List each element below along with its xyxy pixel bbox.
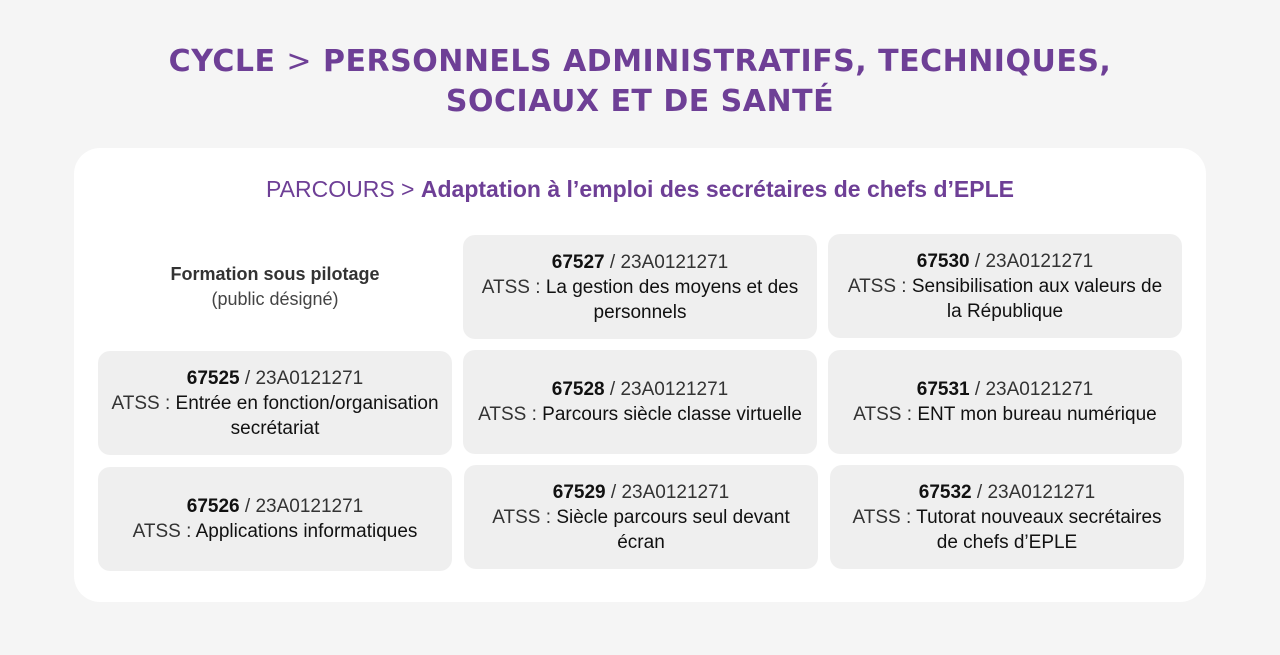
title-separator: > [286, 44, 313, 79]
card-prefix: ATSS : [492, 506, 557, 528]
module-card-67528[interactable] [463, 350, 817, 454]
card-description [133, 519, 418, 544]
card-label: Applications informatiques [195, 521, 418, 542]
card-description [838, 274, 1172, 324]
card-ref: / 23A0121271 [971, 481, 1096, 503]
card-header [187, 494, 363, 519]
parcours-heading [0, 174, 1280, 204]
card-code: 67531 [916, 379, 970, 400]
title-line-2: SOCIAUX ET DE SANTÉ [445, 84, 835, 119]
card-ref: / 23A0121271 [239, 496, 364, 517]
card-header [919, 480, 1095, 505]
card-code: 67527 [551, 251, 605, 273]
card-prefix: ATSS : [852, 506, 917, 528]
pilotage-public: (public désigné) [211, 289, 339, 309]
module-card-67527[interactable] [463, 235, 817, 339]
card-description [478, 402, 802, 427]
card-header [552, 250, 728, 275]
card-description [474, 505, 808, 555]
card-description [108, 391, 442, 441]
card-code: 67525 [186, 367, 240, 389]
title-line-1 [0, 42, 1280, 82]
card-code: 67526 [186, 496, 240, 517]
card-label: Entrée en fonction/organisation secrétariat [175, 392, 439, 439]
module-card-67530[interactable] [828, 234, 1182, 338]
card-header [187, 366, 363, 391]
card-ref: / 23A0121271 [604, 251, 729, 273]
card-description [473, 275, 807, 325]
module-card-67529[interactable] [464, 465, 818, 569]
module-card-67531[interactable] [828, 350, 1182, 454]
card-description [853, 402, 1156, 427]
card-code: 67532 [918, 481, 972, 503]
card-prefix: ATSS : [478, 404, 543, 425]
card-code: 67528 [551, 379, 605, 400]
card-label: Siècle parcours seul devant écran [556, 506, 790, 553]
module-card-67525[interactable] [98, 351, 452, 455]
card-code: 67529 [552, 481, 606, 503]
card-ref: / 23A0121271 [604, 379, 729, 400]
title-category: PERSONNELS ADMINISTRATIFS, TECHNIQUES, [323, 44, 1112, 79]
card-code: 67530 [916, 250, 970, 272]
module-card-67526[interactable] [98, 467, 452, 571]
card-header [917, 377, 1093, 402]
card-prefix: ATSS : [481, 276, 546, 298]
parcours-title: Adaptation à l’emploi des secrétaires de chefs d’EPLE [420, 176, 1014, 202]
page-title [0, 42, 1280, 122]
card-label: Tutorat nouveaux secrétaires de chefs d’EPLE [916, 506, 1162, 553]
pilotage-label: Formation sous pilotage [170, 264, 380, 284]
card-prefix: ATSS : [111, 392, 176, 414]
card-prefix: ATSS : [132, 521, 196, 542]
card-header [553, 480, 729, 505]
module-card-67532[interactable] [830, 465, 1184, 569]
pilotage-info [98, 262, 452, 312]
card-label: Parcours siècle classe virtuelle [542, 404, 802, 425]
card-prefix: ATSS : [847, 275, 912, 297]
card-prefix: ATSS : [853, 404, 918, 425]
card-header [552, 377, 728, 402]
parcours-label: PARCOURS > [266, 176, 415, 202]
card-ref: / 23A0121271 [969, 379, 1094, 400]
card-description [840, 505, 1174, 555]
card-ref: / 23A0121271 [605, 481, 730, 503]
title-cycle: CYCLE [168, 44, 276, 79]
card-label: ENT mon bureau numérique [917, 404, 1157, 425]
card-ref: / 23A0121271 [969, 250, 1094, 272]
card-label: Sensibilisation aux valeurs de la République [911, 275, 1163, 322]
card-header [917, 249, 1093, 274]
card-ref: / 23A0121271 [239, 367, 364, 389]
card-label: La gestion des moyens et des personnels [545, 276, 799, 323]
